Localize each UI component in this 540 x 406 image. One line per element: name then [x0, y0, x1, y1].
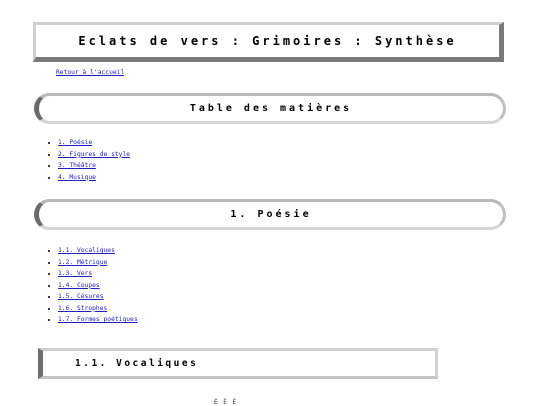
- page-title-box: [33, 22, 504, 62]
- section-poesie-heading: 1. Poésie: [230, 209, 312, 220]
- link-metrique[interactable]: 1.2. Métrique: [58, 258, 108, 266]
- list-item: [58, 149, 130, 161]
- page-title: Eclats de vers : Grimoires : Synthèse: [78, 34, 457, 48]
- link-vocaliques[interactable]: 1.1. Vocaliques: [58, 247, 115, 254]
- list-item: [58, 291, 138, 303]
- list-item: [58, 314, 138, 326]
- partial-content-text: É Ê É: [214, 399, 238, 406]
- back-home-link[interactable]: Retour à l'accueil: [56, 69, 125, 76]
- toc-link-figures[interactable]: 2. Figures de style: [58, 150, 131, 158]
- subsection-vocaliques-heading: 1.1. Vocaliques: [75, 358, 199, 369]
- list-item: [58, 137, 130, 149]
- toc-link-poesie[interactable]: 1. Poésie: [58, 139, 93, 146]
- toc-list: [46, 137, 130, 183]
- list-item: [58, 160, 130, 172]
- toc-link-musique[interactable]: 4. Musique: [58, 173, 96, 181]
- list-item: [58, 172, 130, 184]
- list-item: [58, 268, 138, 280]
- toc-heading-box: [34, 93, 506, 124]
- subsection-vocaliques-heading-box: [38, 348, 438, 379]
- list-item: [58, 280, 138, 292]
- link-coupes[interactable]: 1.4. Coupes: [58, 281, 100, 289]
- link-vers[interactable]: 1.3. Vers: [58, 270, 93, 277]
- list-item: [58, 245, 138, 257]
- link-strophes[interactable]: 1.6. Strophes: [58, 304, 108, 312]
- list-item: [58, 303, 138, 315]
- section-poesie-heading-box: [34, 199, 506, 230]
- link-formes-poetiques[interactable]: 1.7. Formes poétiques: [58, 316, 138, 323]
- list-item: [58, 257, 138, 269]
- toc-heading: Table des matières: [189, 103, 353, 114]
- section-poesie-list: [46, 245, 138, 326]
- toc-link-theatre[interactable]: 3. Théâtre: [58, 162, 96, 169]
- link-cesures[interactable]: 1.5. Césures: [58, 293, 104, 300]
